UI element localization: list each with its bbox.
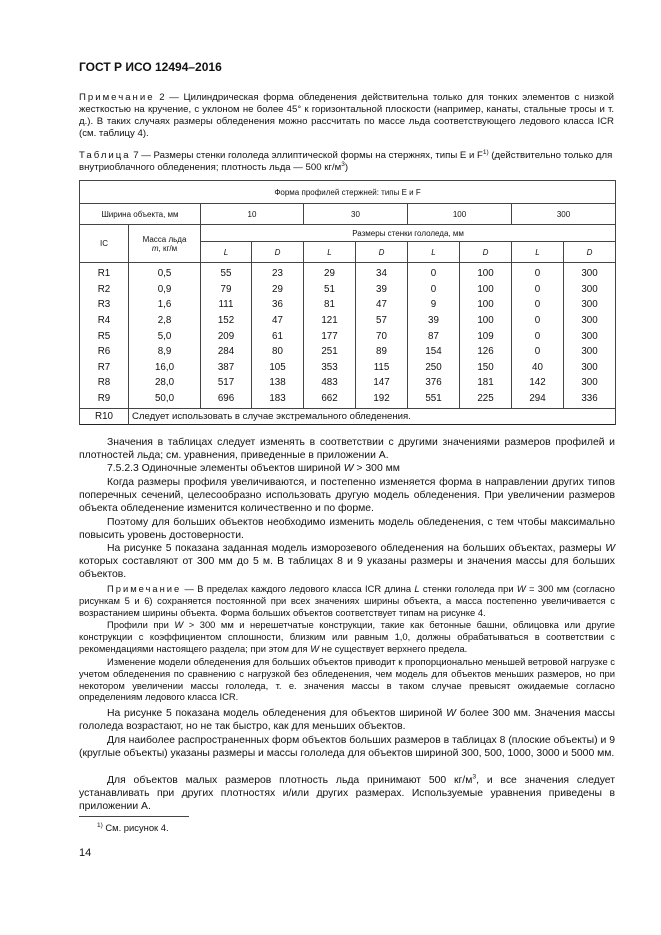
table-caption-label: Таблица <box>79 150 131 161</box>
mass-cell: 8,9 <box>129 344 201 360</box>
value-cell: 105 <box>252 360 304 376</box>
sub-l: L <box>304 242 356 263</box>
table-header-row <box>80 225 616 242</box>
table-row <box>80 282 616 298</box>
value-cell: 300 <box>564 297 616 313</box>
value-cell: 79 <box>201 282 252 298</box>
ic-cell: R7 <box>80 360 129 376</box>
value-cell: 0 <box>512 328 564 344</box>
sub-l: L <box>408 242 460 263</box>
ic-cell: R4 <box>80 313 129 329</box>
value-cell: 0 <box>408 282 460 298</box>
ic-cell: R5 <box>80 328 129 344</box>
document-header: ГОСТ Р ИСО 12494–2016 <box>79 60 222 74</box>
footnote <box>97 822 169 833</box>
value-cell: 294 <box>512 391 564 407</box>
value-cell: 47 <box>252 313 304 329</box>
note-b-a: — В пределах каждого ледового класса ICR длина <box>181 583 415 594</box>
width-value: 30 <box>304 204 408 225</box>
section-text-b: > 300 мм <box>353 463 400 474</box>
mass-header <box>129 225 201 263</box>
note-profiles <box>79 619 615 654</box>
value-cell: 39 <box>408 313 460 329</box>
value-cell: 336 <box>564 391 616 407</box>
table-width-row <box>80 204 616 225</box>
table-row <box>80 328 616 344</box>
note-text: 2 — Цилиндрическая форма обледенения действительна только для тонких элементов с низкой жесткостью на кручение, с уклоном не более 45° к горизонтальной плоскости (например, канаты, стальные тросы и т. д.). В таких случаях размеры обледенения можно рассчитать по массе льда соответствующего ледового класса ICR (см. таблицу 4). <box>79 92 614 139</box>
value-cell: 192 <box>356 391 408 407</box>
value-cell: 300 <box>564 375 616 391</box>
ic-cell: R2 <box>80 282 129 298</box>
note-b2-c: не существует верхнего предела. <box>319 642 468 654</box>
note-b2-b: > 300 мм и нерешетчатые конструкции, такие как бетонные башни, облицовка или другие конструкции с коэффициентом сплошности, близким или равным 1,0, должны обрабатываться в соответствии с рекомендациями настоящего раздела; при этом для <box>79 619 615 654</box>
w-symbol: W <box>343 463 354 474</box>
note-model-change: Изменение модели обледенения для больших объектов приводит к пропорционально меньшей ветровой нагрузке с учетом обледенения по сравнению с нагрузкой без обледенения, чем модель для объектов меньших размеров, но при некотором увеличении массы гололеда, т. е. значения массы в таком случае превысят ожидаемые согласно определениям ледового класса ICR. <box>79 656 615 703</box>
mass-unit-rest: , кг/м <box>158 243 178 253</box>
mass-unit-m: m <box>151 243 159 253</box>
p6-a: На рисунке 5 показана модель обледенения для объектов шириной <box>107 708 447 719</box>
note-2 <box>79 92 614 140</box>
value-cell: 40 <box>512 360 564 376</box>
section-text: 7.5.2.3 Одиночные элементы объектов шириной <box>107 463 344 474</box>
page-number: 14 <box>79 847 92 859</box>
value-cell: 209 <box>201 328 252 344</box>
value-cell: 387 <box>201 360 252 376</box>
value-cell: 89 <box>356 344 408 360</box>
value-cell: 23 <box>252 263 304 282</box>
value-cell: 147 <box>356 375 408 391</box>
value-cell: 121 <box>304 313 356 329</box>
value-cell: 51 <box>304 282 356 298</box>
table-title-row <box>80 181 616 204</box>
value-cell: 300 <box>564 282 616 298</box>
para-tables-8-9: Для наиболее распространенных форм объектов больших размеров в таблицах 8 (плоские объекты) и 9 (круглые объекты) указаны размеры и массы гололеда для объектов шириной 300, 500, 1000, 3000 и 5000 мм. <box>79 735 615 760</box>
value-cell: 376 <box>408 375 460 391</box>
value-cell: 55 <box>201 263 252 282</box>
value-cell: 100 <box>460 313 512 329</box>
value-cell: 0 <box>512 282 564 298</box>
value-cell: 300 <box>564 360 616 376</box>
table-caption-sup: 3 <box>341 160 345 168</box>
ic-cell: R8 <box>80 375 129 391</box>
value-cell: 152 <box>201 313 252 329</box>
value-cell: 0 <box>512 313 564 329</box>
ic-cell: R1 <box>80 263 129 282</box>
mass-cell: 50,0 <box>129 391 201 407</box>
table-row <box>80 263 616 282</box>
note-large <box>79 583 615 618</box>
value-cell: 81 <box>304 297 356 313</box>
sub-d: D <box>356 242 408 263</box>
value-cell: 34 <box>356 263 408 282</box>
value-cell: 47 <box>356 297 408 313</box>
note-b-b: стенки гололеда при <box>419 583 517 594</box>
table-caption-text-b: (действительно только для внутриоблачного обледенения; плотность льда — 500 кг/м <box>79 150 613 173</box>
table-caption-text-c: ) <box>344 162 349 173</box>
value-cell: 100 <box>460 282 512 298</box>
sub-d: D <box>460 242 512 263</box>
para-large-objects: Поэтому для больших объектов необходимо изменить модель обледенения, с тем чтобы максимально повысить уровень достоверности. <box>79 517 615 542</box>
mass-cell: 1,6 <box>129 297 201 313</box>
ic-cell: R6 <box>80 344 129 360</box>
w-symbol: W <box>446 708 456 719</box>
mass-cell: 16,0 <box>129 360 201 376</box>
value-cell: 29 <box>252 282 304 298</box>
para-density <box>79 774 615 814</box>
value-cell: 100 <box>460 297 512 313</box>
value-cell: 662 <box>304 391 356 407</box>
note-b2-a: Профили при <box>107 619 175 630</box>
ic-cell: R3 <box>80 297 129 313</box>
table-row <box>80 360 616 376</box>
sub-l: L <box>201 242 252 263</box>
value-cell: 39 <box>356 282 408 298</box>
ic-header: IC <box>80 225 129 263</box>
section-7-5-2-3 <box>79 462 615 475</box>
value-cell: 517 <box>201 375 252 391</box>
width-label: Ширина объекта, мм <box>80 204 201 225</box>
footnote-text: См. рисунок 4. <box>102 822 169 833</box>
value-cell: 300 <box>564 313 616 329</box>
value-cell: 80 <box>252 344 304 360</box>
value-cell: 0 <box>512 297 564 313</box>
width-value: 10 <box>201 204 304 225</box>
value-cell: 483 <box>304 375 356 391</box>
table-caption <box>79 150 619 174</box>
sub-d: D <box>252 242 304 263</box>
value-cell: 353 <box>304 360 356 376</box>
mass-cell: 0,9 <box>129 282 201 298</box>
footnote-divider <box>79 816 189 817</box>
value-cell: 225 <box>460 391 512 407</box>
value-cell: 284 <box>201 344 252 360</box>
w-symbol: W <box>310 642 320 654</box>
width-value: 100 <box>408 204 512 225</box>
mass-cell: 28,0 <box>129 375 201 391</box>
para-model-300 <box>79 707 615 733</box>
value-cell: 87 <box>408 328 460 344</box>
value-cell: 126 <box>460 344 512 360</box>
para-profile-increase: Когда размеры профиля увеличиваются, и постепенно изменяется форма в направлении других типов поперечных сечений, целесообразно использовать другую модель обледенения. При увеличении размеров объекта обледенение изменится количественно и по форме. <box>79 477 615 515</box>
value-cell: 29 <box>304 263 356 282</box>
value-cell: 70 <box>356 328 408 344</box>
value-cell: 111 <box>201 297 252 313</box>
mass-label: Масса льда <box>142 234 187 244</box>
value-cell: 142 <box>512 375 564 391</box>
value-cell: 696 <box>201 391 252 407</box>
ice-dimensions-table <box>79 180 616 425</box>
value-cell: 177 <box>304 328 356 344</box>
value-cell: 300 <box>564 344 616 360</box>
p5-a: На рисунке 5 показана заданная модель изморозевого обледенения на больших объектах, размеры <box>107 543 606 554</box>
table-row <box>80 313 616 329</box>
w-symbol: W <box>174 619 184 630</box>
w-symbol: W <box>605 543 615 554</box>
w-symbol: W <box>516 583 526 594</box>
p8-b: , и все значения следует устанавливать при других плотностях и/или других размерах. Используемые уравнения приведены в приложении А. <box>79 775 615 813</box>
mass-cell: 2,8 <box>129 313 201 329</box>
mass-cell: 0,5 <box>129 263 201 282</box>
value-cell: 115 <box>356 360 408 376</box>
wall-header: Размеры стенки гололеда, мм <box>201 225 616 242</box>
value-cell: 36 <box>252 297 304 313</box>
footnote-mark: 1) <box>97 821 103 829</box>
sub-l: L <box>512 242 564 263</box>
para-figure5 <box>79 542 615 582</box>
value-cell: 0 <box>512 344 564 360</box>
width-value: 300 <box>512 204 616 225</box>
value-cell: 150 <box>460 360 512 376</box>
table-row-r10 <box>80 409 616 425</box>
value-cell: 138 <box>252 375 304 391</box>
value-cell: 57 <box>356 313 408 329</box>
value-cell: 0 <box>408 263 460 282</box>
value-cell: 109 <box>460 328 512 344</box>
sub-d: D <box>564 242 616 263</box>
value-cell: 551 <box>408 391 460 407</box>
r10-text: Следует использовать в случае экстремального обледенения. <box>129 409 616 425</box>
value-cell: 250 <box>408 360 460 376</box>
table-row <box>80 344 616 360</box>
mass-cell: 5,0 <box>129 328 201 344</box>
p8-sup: 3 <box>472 773 477 781</box>
value-cell: 251 <box>304 344 356 360</box>
table-caption-text-a: 7 — Размеры стенки гололеда эллиптической формы на стержнях, типы E и F <box>130 150 483 161</box>
value-cell: 9 <box>408 297 460 313</box>
p8-a: Для объектов малых размеров плотность льда принимают 500 кг/м <box>107 775 473 786</box>
value-cell: 183 <box>252 391 304 407</box>
value-cell: 100 <box>460 263 512 282</box>
para-values-change: Значения в таблицах следует изменять в соответствии с другими значениями размеров профилей и плотностей льда; см. уравнения, приведенные в приложении А. <box>79 437 615 462</box>
table-caption-footref: 1) <box>482 148 489 156</box>
note-label: Примечание <box>79 92 155 103</box>
r10-ic: R10 <box>80 409 129 425</box>
note-label: Примечание <box>107 583 182 594</box>
table-row <box>80 297 616 313</box>
note-b-c: = 300 мм (согласно рисункам 5 и 6) сохраняется постоянной при всех значениях ширины объекта, а масса постепенно увеличивается с возрастанием ширины объекта. Форма больших объектов соответствует типам на рисунке 4. <box>79 583 616 618</box>
value-cell: 154 <box>408 344 460 360</box>
value-cell: 181 <box>460 375 512 391</box>
ic-cell: R9 <box>80 391 129 407</box>
p5-b: которых составляют от 300 мм до 5 м. В таблицах 8 и 9 указаны размеры и значения массы для больших объектов. <box>79 556 615 581</box>
table-title: Форма профилей стержней: типы E и F <box>80 181 616 204</box>
value-cell: 0 <box>512 263 564 282</box>
table-row <box>80 391 616 407</box>
value-cell: 61 <box>252 328 304 344</box>
p6-b: более 300 мм. Значения массы гололеда возрастают, но не так быстро, как для меньших объектов. <box>79 708 615 733</box>
table-row <box>80 375 616 391</box>
value-cell: 300 <box>564 263 616 282</box>
l-symbol: L <box>414 583 420 594</box>
value-cell: 300 <box>564 328 616 344</box>
